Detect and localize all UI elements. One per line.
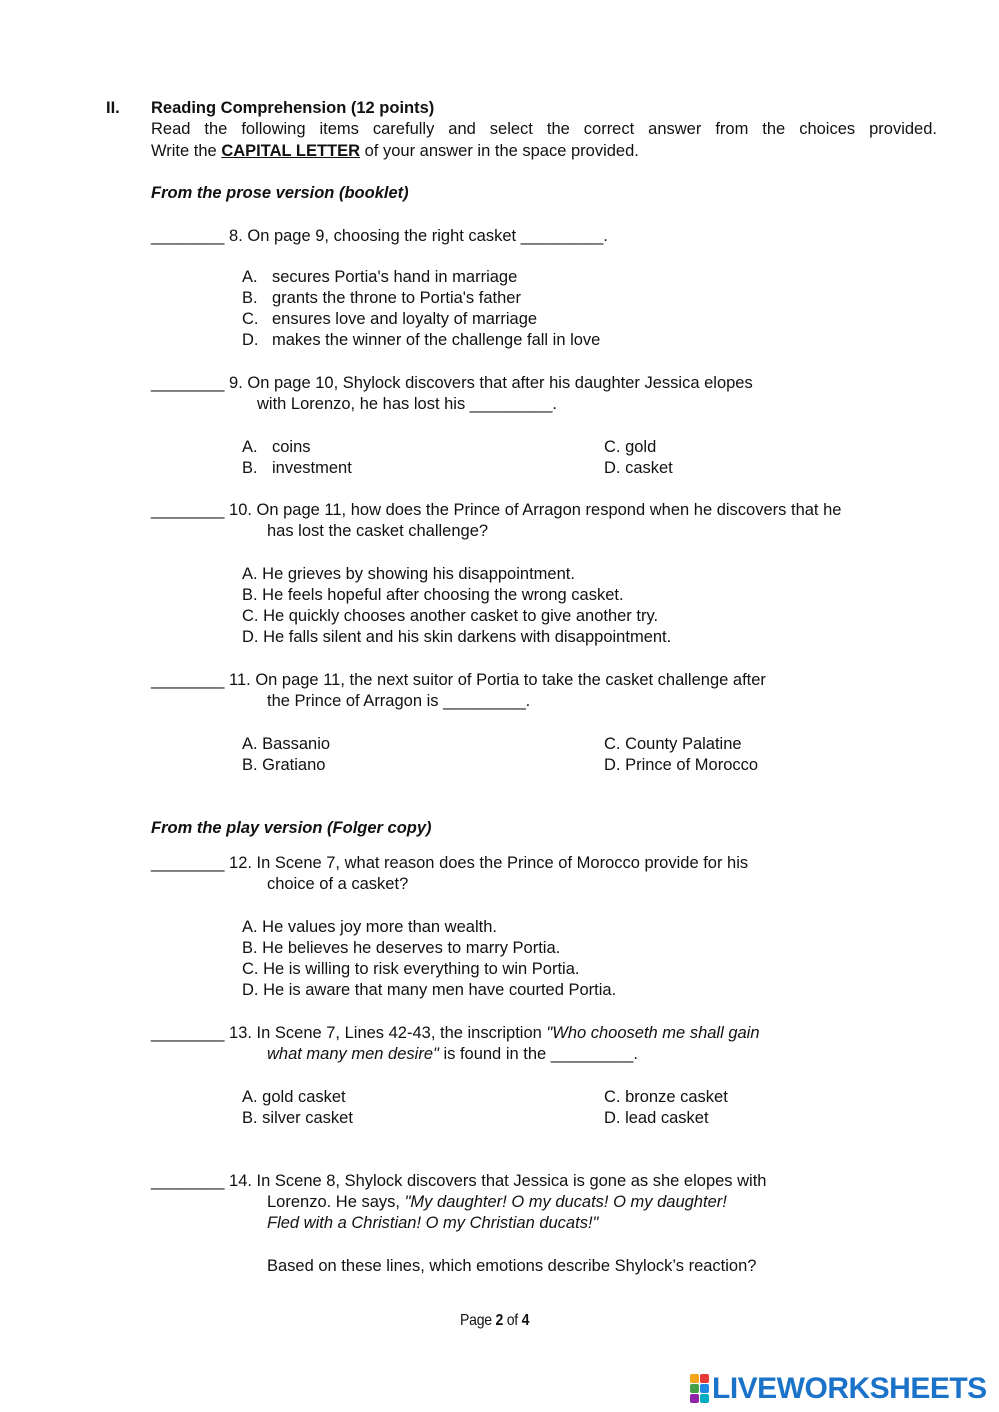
answer-blank[interactable]: ________ (151, 501, 225, 519)
option-11b: B. Gratiano (242, 756, 326, 774)
question-10-line-2: has lost the casket challenge? (267, 522, 489, 540)
prose-heading: From the prose version (booklet) (151, 184, 409, 202)
question-14-line-2 (267, 1192, 727, 1213)
question-12 (151, 853, 748, 874)
option-8d (242, 330, 600, 351)
option-letter: A. (242, 268, 258, 286)
option-10b: B. He feels hopeful after choosing the wrong casket. (242, 586, 624, 604)
option-9c: C. gold (604, 438, 657, 456)
option-12c: C. He is willing to risk everything to win Portia. (242, 960, 580, 978)
option-letter: B. (242, 289, 258, 307)
option-13b: B. silver casket (242, 1109, 353, 1127)
question-text: is found in the _________. (438, 1045, 638, 1063)
question-13-line-2 (267, 1044, 638, 1065)
shylock-quote-line-2: Fled with a Christian! O my Christian ducats!" (267, 1214, 599, 1232)
option-8c (242, 309, 537, 330)
section-numeral: II. (106, 99, 120, 117)
option-letter: D. (242, 331, 259, 349)
inscription-quote: what many men desire" (267, 1045, 439, 1063)
option-9a (242, 437, 311, 458)
capital-letter-emphasis: CAPITAL LETTER (221, 142, 361, 160)
question-9-line-2: with Lorenzo, he has lost his _________. (257, 395, 557, 413)
answer-blank[interactable]: ________ (151, 1172, 225, 1190)
instruction-line-1: Read the following items carefully and select the correct answer from the choices provided. (151, 120, 937, 138)
question-13 (151, 1023, 760, 1044)
page-number (460, 1310, 529, 1331)
question-12-line-2: choice of a casket? (267, 875, 409, 893)
option-11d: D. Prince of Morocco (604, 756, 759, 774)
total-pages: 4 (521, 1312, 530, 1329)
page-word: Page (460, 1312, 496, 1329)
of-word: of (503, 1312, 522, 1329)
question-text: 13. In Scene 7, Lines 42-43, the inscription (229, 1024, 547, 1042)
answer-blank[interactable]: ________ (151, 854, 225, 872)
logo-text: LIVEWORKSHEETS (712, 1372, 987, 1405)
section-title: Reading Comprehension (12 points) (151, 99, 435, 117)
option-12b: B. He believes he deserves to marry Portia. (242, 939, 561, 957)
option-text: ensures love and loyalty of marriage (272, 310, 538, 328)
question-text: 8. On page 9, choosing the right casket _________. (229, 227, 608, 245)
question-text: 9. On page 10, Shylock discovers that after his daughter Jessica elopes (229, 374, 753, 392)
answer-blank[interactable]: ________ (151, 671, 225, 689)
question-11-line-2: the Prince of Arragon is _________. (267, 692, 531, 710)
option-13d: D. lead casket (604, 1109, 709, 1127)
question-text: 14. In Scene 8, Shylock discovers that Jessica is gone as she elopes with (229, 1172, 767, 1190)
option-text: makes the winner of the challenge fall in love (272, 331, 601, 349)
question-9 (151, 373, 753, 394)
option-9b (242, 458, 352, 479)
option-9d: D. casket (604, 459, 673, 477)
question-14-prompt: Based on these lines, which emotions describe Shylock’s reaction? (267, 1257, 757, 1275)
question-text: 10. On page 11, how does the Prince of Arragon respond when he discovers that he (229, 501, 842, 519)
option-8a (242, 267, 517, 288)
option-text: secures Portia's hand in marriage (272, 268, 518, 286)
option-letter: C. (242, 310, 259, 328)
option-11c: C. County Palatine (604, 735, 742, 753)
option-8b (242, 288, 521, 309)
option-10d: D. He falls silent and his skin darkens with disappointment. (242, 628, 672, 646)
current-page: 2 (495, 1312, 504, 1329)
question-text: 11. On page 11, the next suitor of Portia to take the casket challenge after (229, 671, 766, 689)
liveworksheets-logo[interactable] (690, 1372, 987, 1406)
shylock-quote: "My daughter! O my ducats! O my daughter! (404, 1193, 727, 1211)
option-13a: A. gold casket (242, 1088, 346, 1106)
question-11 (151, 670, 766, 691)
question-text: Lorenzo. He says, (267, 1193, 405, 1211)
instruction-text: Write the (151, 142, 222, 160)
question-text: 12. In Scene 7, what reason does the Prince of Morocco provide for his (229, 854, 749, 872)
option-12a: A. He values joy more than wealth. (242, 918, 497, 936)
play-heading: From the play version (Folger copy) (151, 819, 432, 837)
option-10a: A. He grieves by showing his disappointment. (242, 565, 575, 583)
option-12d: D. He is aware that many men have courted Portia. (242, 981, 617, 999)
answer-blank[interactable]: ________ (151, 374, 225, 392)
inscription-quote: "Who chooseth me shall gain (546, 1024, 760, 1042)
option-10c: C. He quickly chooses another casket to give another try. (242, 607, 659, 625)
instruction-text: of your answer in the space provided. (360, 142, 639, 160)
option-11a: A. Bassanio (242, 735, 331, 753)
question-8 (151, 226, 608, 247)
answer-blank[interactable]: ________ (151, 1024, 225, 1042)
option-text: grants the throne to Portia's father (272, 289, 521, 307)
option-text: investment (272, 459, 352, 477)
answer-blank[interactable]: ________ (151, 227, 225, 245)
question-10 (151, 500, 841, 521)
option-letter: A. (242, 438, 258, 456)
question-14 (151, 1171, 766, 1192)
option-13c: C. bronze casket (604, 1088, 728, 1106)
option-letter: B. (242, 459, 258, 477)
option-text: coins (272, 438, 311, 456)
logo-blocks-icon (690, 1374, 710, 1404)
instruction-line-2 (151, 141, 639, 162)
